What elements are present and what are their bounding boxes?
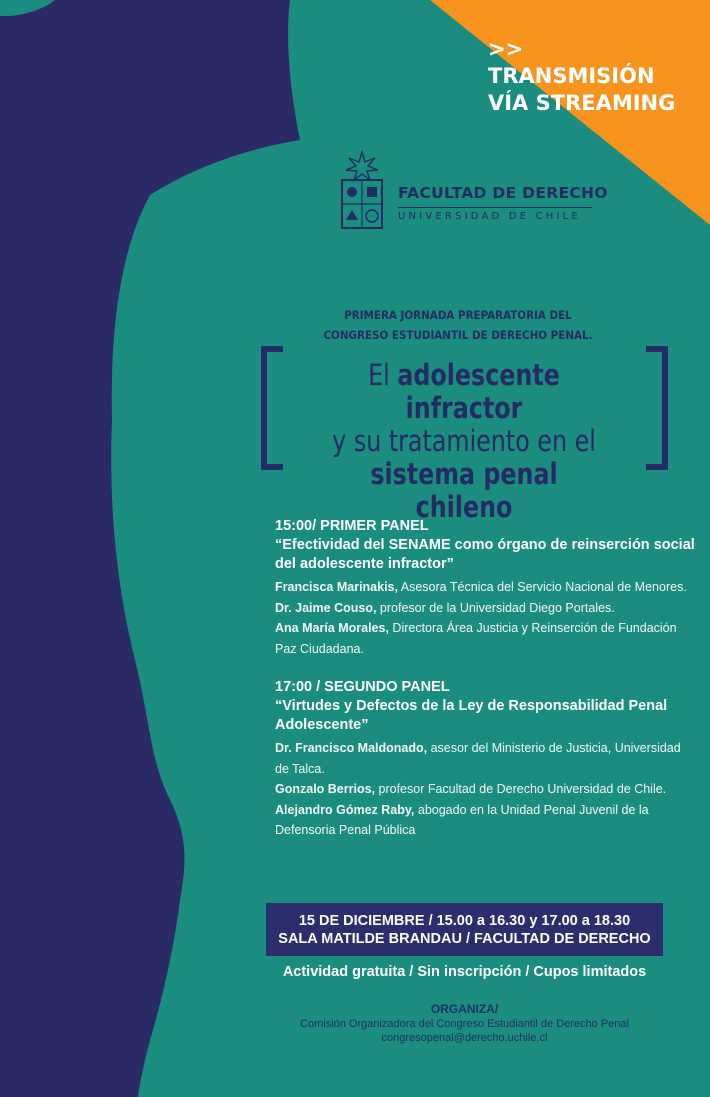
speaker-role: profesor de la Universidad Diego Portales. [376,600,615,615]
speaker-name: Dr. Jaime Couso, [275,600,377,615]
panel-1 [275,516,695,659]
speaker [275,738,695,779]
panel-heading: 15:00/ PRIMER PANEL [275,518,429,534]
faculty-logo [336,150,606,240]
venue: SALA MATILDE BRANDAU / FACULTAD DE DERECHO [278,931,651,947]
panel-topic: “Efectividad del SENAME como órgano de reinserción social del adolescente infractor” [275,537,695,572]
streaming-line-2: VÍA STREAMING [488,91,676,115]
left-bracket [261,346,283,470]
speaker-name: Gonzalo Berrios, [275,782,376,796]
title-line-1 [318,359,610,425]
title-line-2: y su tratamiento en el [332,424,596,458]
organizer-email[interactable]: congresopenal@derecho.uchile.cl [381,1032,548,1044]
panel-topic: “Virtudes y Defectos de la Ley de Responsabilidad Penal Adolescente” [275,698,668,733]
speaker [275,800,695,841]
streaming-banner [488,36,675,117]
speaker-role: Asesora Técnica del Servicio Nacional de Menores. [397,580,687,594]
speaker [275,779,695,800]
speaker-name: Alejandro Gómez Raby, [275,802,415,817]
speaker-role: Directora Área Justicia y Reinserción de Fundación Paz Ciudadana. [275,621,677,656]
series-line-2: CONGRESO ESTUDIANTIL DE DERECHO PENAL. [323,328,593,342]
arrows-text: >> [488,37,524,61]
speaker [275,618,695,659]
right-bracket [646,346,668,470]
panel-heading: 17:00 / SEGUNDO PANEL [275,679,450,695]
university-crest-icon [336,150,388,234]
logo-divider [398,207,592,208]
speaker [275,598,695,619]
title-line-3-emphasis: sistema penal chileno [370,457,558,524]
university-name: UNIVERSIDAD DE CHILE [398,211,581,222]
organizer-block [266,1001,663,1045]
faculty-name: FACULTAD DE DERECHO [398,184,608,202]
event-title [318,359,610,524]
speaker-name: Francisca Marinakis, [275,580,398,594]
admission-info: Actividad gratuita / Sin inscripción / Cupos limitados [282,964,647,980]
speaker-role: abogado en la Unidad Penal Juvenil de la Defensoria Penal Pública [275,802,649,837]
event-series [310,305,606,345]
title-line-1-emphasis: adolescente infractor [397,358,560,425]
title-line-1-start: El [368,358,398,392]
program [275,516,695,859]
organizer-name: Comisión Organizadora del Congreso Estudiantil de Derecho Penal [300,1018,629,1030]
speaker-name: Ana María Morales, [275,621,389,635]
organizer-heading: ORGANIZA/ [430,1002,499,1016]
date-venue-box [266,903,663,956]
speaker-role: asesor del Ministerio de Justicia, Universidad de Talca. [275,741,681,776]
panel-2 [275,677,695,841]
streaming-line-1: TRANSMISIÓN [488,64,655,88]
speaker-name: Dr. Francisco Maldonado, [275,741,428,755]
series-line-1: PRIMERA JORNADA PREPARATORIA DEL [344,308,572,322]
title-line-3 [318,458,610,524]
date-time: 15 DE DICIEMBRE / 15.00 a 16.30 y 17.00 a 18.30 [298,913,631,929]
speaker-role: profesor Facultad de Derecho Universidad de Chile. [375,782,667,796]
speaker [275,577,695,598]
